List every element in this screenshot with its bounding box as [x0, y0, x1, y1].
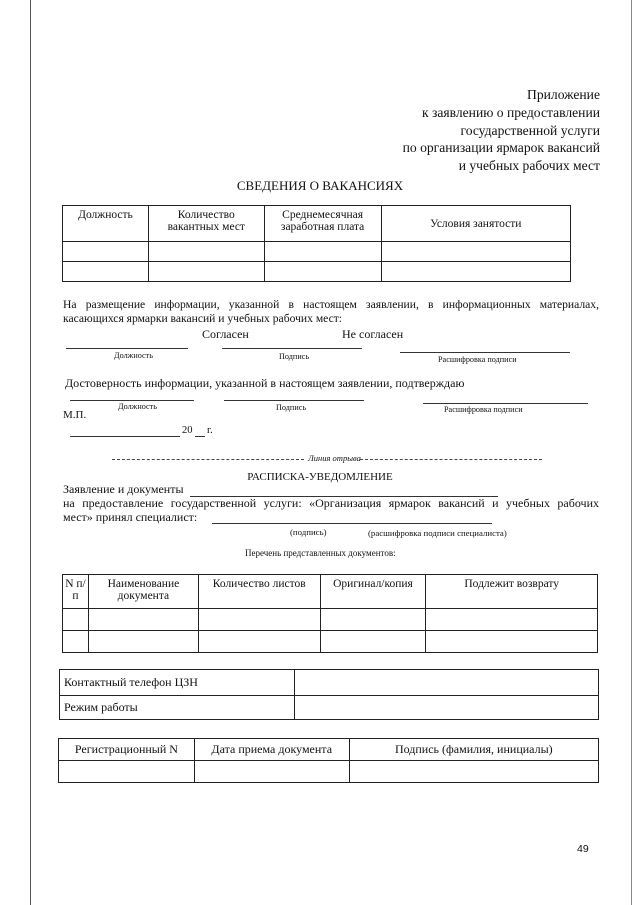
table-row	[63, 262, 571, 282]
label-signature: Подпись	[279, 352, 310, 361]
date-suffix: г.	[207, 425, 213, 436]
table-cell[interactable]	[349, 761, 598, 783]
receipt-title: РАСПИСКА-УВЕДОМЛЕНИЕ	[247, 471, 393, 483]
table-cell[interactable]	[264, 242, 381, 262]
table-cell[interactable]	[148, 262, 264, 282]
tear-line	[112, 453, 542, 465]
registration-table	[58, 738, 599, 783]
table-cell[interactable]	[88, 631, 198, 653]
table-row	[63, 631, 598, 653]
appendix-line: к заявлению о предоставлении	[421, 104, 600, 120]
label-signature: Подпись	[276, 403, 307, 412]
label-position: Должность	[114, 351, 153, 360]
table-cell[interactable]	[63, 262, 149, 282]
table-row	[59, 761, 599, 783]
table-cell[interactable]	[63, 631, 89, 653]
table-cell[interactable]	[63, 242, 149, 262]
label-sign: (подпись)	[290, 527, 327, 537]
table-cell[interactable]	[194, 761, 349, 783]
label-position: Должность	[118, 402, 157, 411]
table-cell[interactable]	[198, 631, 320, 653]
table-cell[interactable]	[264, 262, 381, 282]
reg-header-date: Дата приема документа	[194, 739, 349, 761]
table-cell[interactable]	[426, 631, 598, 653]
receipt-line3: мест» принял специалист:	[63, 510, 198, 524]
specialist-line	[212, 523, 492, 524]
appendix-line: по организации ярмарок вакансий	[402, 140, 600, 156]
vacancies-header-count: Количество вакантных мест	[148, 206, 264, 242]
work-hours-label: Режим работы	[60, 696, 295, 720]
consent-disagree[interactable]: Не согласен	[342, 327, 404, 341]
contact-table	[59, 669, 599, 720]
date-year: 20	[182, 425, 193, 436]
vacancies-header-position: Должность	[63, 206, 149, 242]
appendix-line: государственной услуги	[460, 122, 600, 138]
table-cell[interactable]	[381, 262, 570, 282]
table-cell[interactable]	[320, 631, 426, 653]
table-cell[interactable]	[88, 609, 198, 631]
consent-agree[interactable]: Согласен	[202, 327, 249, 341]
reg-header-number: Регистрационный N	[59, 739, 195, 761]
table-cell[interactable]	[320, 609, 426, 631]
table-cell[interactable]	[381, 242, 570, 262]
signature-line	[66, 348, 188, 349]
tear-dash-right	[360, 459, 542, 460]
page-left-edge	[30, 0, 31, 905]
page-right-edge	[631, 0, 632, 905]
appendix-line: и учебных рабочих мест	[458, 158, 600, 174]
vacancies-table	[62, 205, 571, 282]
vacancies-title: СВЕДЕНИЯ О ВАКАНСИЯХ	[236, 178, 404, 193]
work-hours-value[interactable]	[294, 696, 598, 720]
contact-phone-value[interactable]	[294, 670, 598, 696]
tear-line-label: Линия отрыва	[308, 453, 361, 463]
table-cell[interactable]	[198, 609, 320, 631]
table-cell[interactable]	[426, 609, 598, 631]
table-row	[63, 242, 571, 262]
receipt-line1: Заявление и документы	[63, 482, 184, 496]
signature-line	[423, 403, 588, 404]
contact-phone-label: Контактный телефон ЦЗН	[60, 670, 295, 696]
label-decode: Расшифровка подписи	[438, 355, 517, 364]
receipt-line2: на предоставление государственной услуги: «Организация ярмарок вакансий и учебных рабочих	[63, 496, 599, 510]
vacancies-header-salary: Среднемесячная заработная плата	[264, 206, 381, 242]
signature-line	[224, 400, 364, 401]
reg-header-signature: Подпись (фамилия, инициалы)	[349, 739, 598, 761]
docs-header-return: Подлежит возврату	[426, 575, 598, 609]
tear-dash-left	[112, 459, 304, 460]
appendix-heading	[240, 86, 600, 175]
date-line	[70, 436, 180, 437]
consent-paragraph: На размещение информации, указанной в настоящем заявлении, в информационных материалах, касающихся ярмарки вакансий и учебных рабочих мест:	[63, 298, 599, 325]
vacancies-header-conditions: Условия занятости	[381, 206, 570, 242]
table-cell[interactable]	[148, 242, 264, 262]
docs-header-sheets: Количество листов	[198, 575, 320, 609]
page-number: 49	[577, 843, 589, 855]
docs-header-number: N п/п	[63, 575, 89, 609]
signature-line	[70, 400, 194, 401]
table-cell[interactable]	[63, 609, 89, 631]
stamp-place: М.П.	[63, 409, 87, 421]
date-line	[195, 436, 205, 437]
signature-line	[222, 348, 362, 349]
signature-line	[400, 352, 570, 353]
table-row	[63, 609, 598, 631]
appendix-line: Приложение	[527, 87, 600, 102]
documents-list-title: Перечень представленных документов:	[245, 548, 396, 558]
docs-header-name: Наименование документа	[88, 575, 198, 609]
label-decode: Расшифровка подписи	[444, 405, 523, 414]
label-decode-specialist: (расшифровка подписи специалиста)	[368, 528, 507, 538]
documents-table	[62, 574, 598, 653]
table-cell[interactable]	[59, 761, 195, 783]
verify-text: Достоверность информации, указанной в настоящем заявлении, подтверждаю	[65, 376, 465, 390]
docs-header-original: Оригинал/копия	[320, 575, 426, 609]
